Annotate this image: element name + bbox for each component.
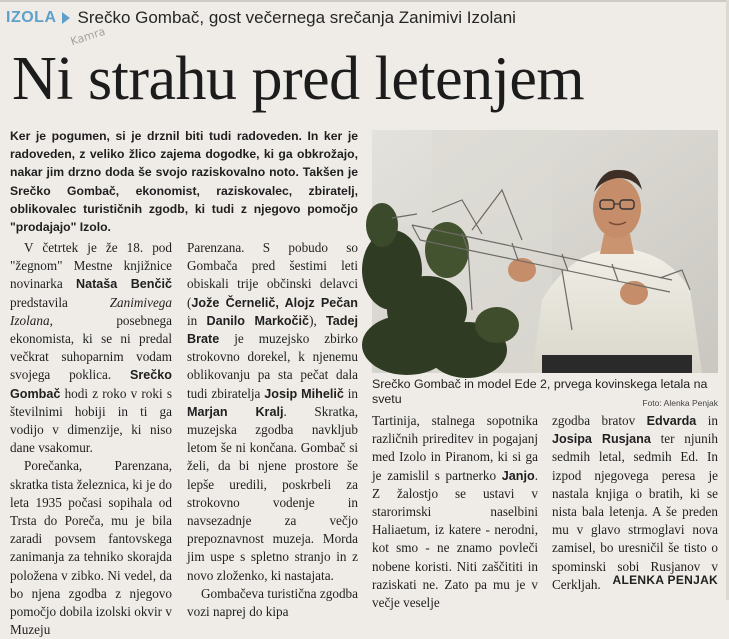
arrow-right-icon (62, 12, 70, 24)
section-label: IZOLA (6, 9, 57, 26)
author-byline: ALENKA PENJAK (612, 573, 718, 587)
photo-illustration (372, 130, 718, 373)
article-subtitle: Srečko Gombač, gost večernega srečanja Zanimivi Izolani (77, 8, 516, 27)
column-3 (372, 412, 538, 612)
kamra-stamp: Kamra (68, 24, 107, 49)
column-1-paragraph-1: V četrtek je že 18. pod "žegnom" Mestne knjižnice novinarka Nataša Benčič predstavila Zanimivega Izolana, posebnega ekonomista, ki se ni predal večkrat suhoparnim vodam svojega poklica. Srečko Gombač hodi z roko v roki s številnimi hobiji in ti ga vodijo v dimenzije, ki niso dane vsakomur. (10, 240, 173, 456)
lead-paragraph: Ker je pogumen, si je drznil biti tudi radoveden. In ker je radoveden, z veliko žlico zajema dogodke, ki ga obkrožajo, nakar jim drzno doda še svojo raziskovalno noto. Takšen je Srečko Gombač, ekonomist, raziskovalec, zbiratelj, oblikovalec turističnih zgodb, ki tudi z njegovo pomočjo "prodajajo" Izolo. (10, 129, 358, 235)
article-photo (372, 130, 718, 373)
column-2-paragraph-1: Parenzana. S pobudo so Gombača pred šestimi leti obiskali trije občinski delavci (Jože Černelič, Alojz Pečan in Danilo Markočič), Tadej Brate je muzejsko zbirko strokovno dorekel, k njenemu oblikovanju pa sta pečat dala tudi zbiratelja Josip Mihelič in Marjan Kralj. Skratka, muzejska zgodba navkljub letom še ni končana. Gombač si želi, da bi njene prostore še lepše uredili, poskrbeli za strokovno vodenje in navsezadnje za večjo prepoznavnost muzeja. Morda jim uspe s spletno stranjo in z novo zloženko, ki nastajata. (187, 240, 358, 583)
column-4 (552, 412, 718, 594)
photo-credit: Foto: Alenka Penjak (642, 398, 718, 408)
column-1 (10, 239, 172, 639)
column-4-paragraph-1: zgodba bratov Edvarda in Josipa Rusjana ter njunih sedmih letal, sedmih Ed. In izpod njegovega peresa je nastala knjiga o bratih, ki se nista bala letenja. A še preden mu v glavo strmoglavi nova zamisel, bo uresničil še tisto o spominski sobi Rusjanov v Cerkljah. (552, 413, 718, 592)
photo-caption: Srečko Gombač in model Ede 2, prvega kovinskega letala na svetu (372, 377, 708, 406)
column-1-paragraph-2: Porečanka, Parenzana, skratka tista železnica, ki je do leta 1935 počasi sopihala od Trsta do Poreča, mu je bila zaradi povsem fantovskega zanimanja za tehniko skorajda položena v zibko. Ni vedel, da bo njena zgodba z njegovo pomočjo dobila izolski okvir v Muzeju (10, 458, 172, 638)
column-2 (187, 239, 358, 621)
column-3-paragraph-1: Tartinija, stalnega sopotnika različnih prireditev in pogajanj med Izolo in Piranom, ki si ga je zamislil s partnerko Janjo. Z žalostjo se ustavi v starorimski naselbini Haliaetum, iz katere - nerodni, kot smo - ne znamo povleči nobene koristi. Niti zaščititi in raziskati ne. Zato pa mu je v večje veselje (372, 413, 538, 611)
headline: Ni strahu pred letenjem (12, 45, 585, 113)
top-rule (0, 0, 729, 2)
kicker (6, 6, 516, 30)
column-2-paragraph-2: Gombačeva turistična zgodba vozi naprej do kipa (187, 585, 358, 620)
